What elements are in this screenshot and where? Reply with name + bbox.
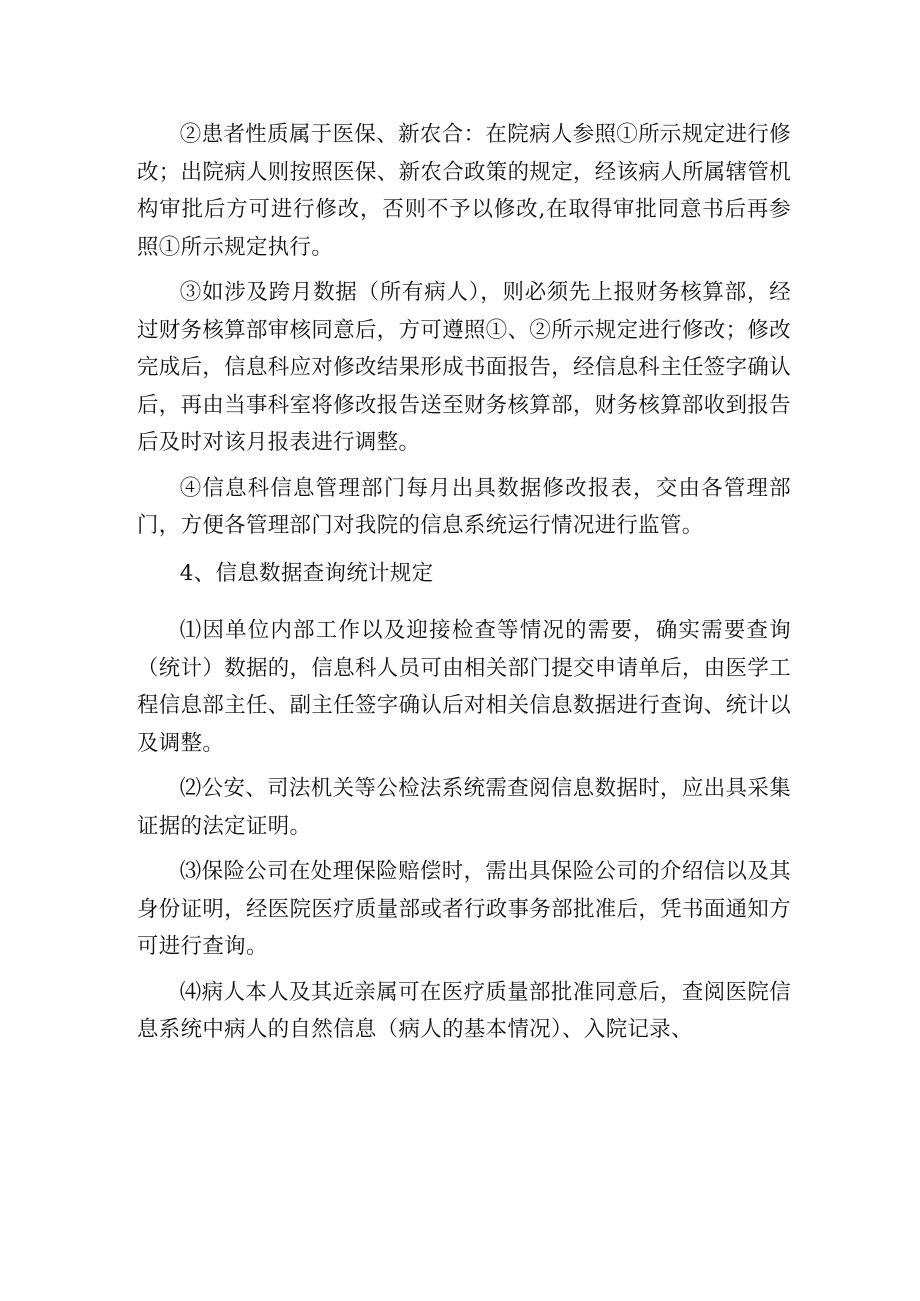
section-heading-query-statistics: 4、信息数据查询统计规定 — [179, 560, 434, 586]
document-body — [137, 116, 791, 1049]
paragraph-patient-query: ⑷病人本人及其近亲属可在医疗质量部批准同意后，查阅医院信息系统中病人的自然信息（病人的基本情况）、入院记录、 — [137, 979, 791, 1042]
paragraph-internal-query: ⑴因单位内部工作以及迎接检查等情况的需要，确实需要查询（统计）数据的，信息科人员可由相关部门提交申请单后，由医学工程信息部主任、副主任签字确认后对相关信息数据进行查询、统计以及调整。 — [137, 618, 791, 756]
paragraph-medical-insurance-modification: ②患者性质属于医保、新农合：在院病人参照①所示规定进行修改；出院病人则按照医保、新农合政策的规定，经该病人所属辖管机构审批后方可进行修改，否则不予以修改,在取得审批同意书后再参照①所示规定执行。 — [137, 122, 791, 260]
paragraph-cross-month-data: ③如涉及跨月数据（所有病人），则必须先上报财务核算部，经过财务核算部审核同意后，方可遵照①、②所示规定进行修改；修改完成后，信息科应对修改结果形成书面报告，经信息科主任签字确认后，再由当事科室将修改报告送至财务核算部，财务核算部收到报告后及时对该月报表进行调整。 — [137, 280, 791, 455]
paragraph-judicial-query: ⑵公安、司法机关等公检法系统需查阅信息数据时，应出具采集证据的法定证明。 — [137, 776, 791, 839]
paragraph-insurance-query: ⑶保险公司在处理保险赔偿时，需出具保险公司的介绍信以及其身份证明，经医院医疗质量部或者行政事务部批准后，凭书面通知方可进行查询。 — [137, 859, 791, 959]
paragraph-monthly-report: ④信息科信息管理部门每月出具数据修改报表，交由各管理部门，方便各管理部门对我院的信息系统运行情况进行监管。 — [137, 475, 791, 538]
